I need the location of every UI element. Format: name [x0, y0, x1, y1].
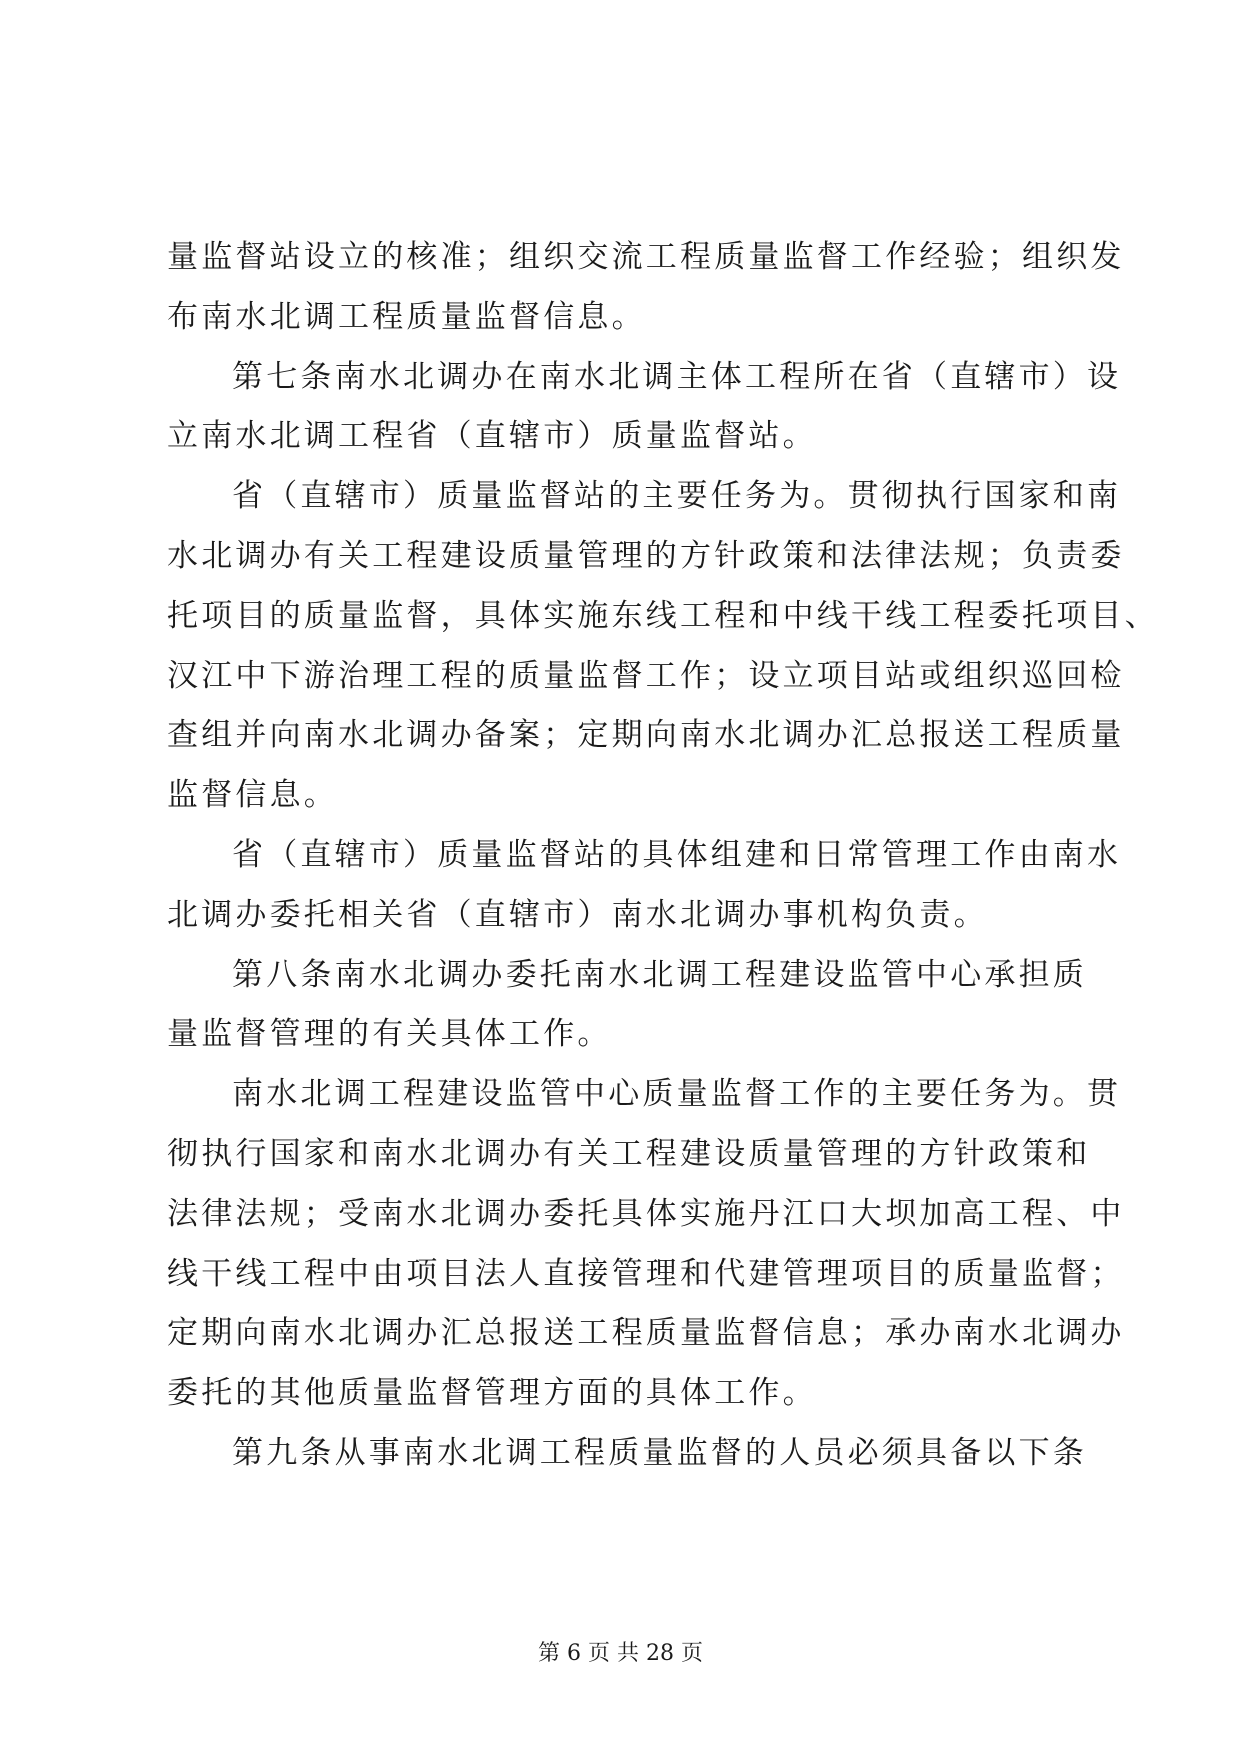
text-line: 查组并向南水北调办备案；定期向南水北调办汇总报送工程质量 [167, 717, 1125, 754]
text-line: 第七条南水北调办在南水北调主体工程所在省（直辖市）设 [232, 358, 1122, 395]
text-line: 省（直辖市）质量监督站的主要任务为。贯彻执行国家和南 [232, 478, 1122, 515]
text-line: 托项目的质量监督，具体实施东线工程和中线干线工程委托项目、 [167, 597, 1159, 634]
text-line: 量监督站设立的核准；组织交流工程质量监督工作经验；组织发 [167, 239, 1125, 275]
text-line: 第九条从事南水北调工程质量监督的人员必须具备以下条 [232, 1434, 1087, 1471]
text-line: 北调办委托相关省（直辖市）南水北调办事机构负责。 [167, 896, 988, 933]
text-line: 布南水北调工程质量监督信息。 [167, 298, 646, 335]
text-line: 委托的其他质量监督管理方面的具体工作。 [167, 1375, 817, 1412]
body-text [167, 228, 1159, 1484]
text-line: 监督信息。 [167, 777, 338, 814]
text-line: 南水北调工程建设监管中心质量监督工作的主要任务为。贯 [232, 1076, 1122, 1113]
page-footer: 第 6 页 共 28 页 [538, 1641, 703, 1666]
text-line: 汉江中下游治理工程的质量监督工作；设立项目站或组织巡回检 [167, 657, 1125, 694]
text-line: 法律法规；受南水北调办委托具体实施丹江口大坝加高工程、中 [167, 1195, 1125, 1232]
text-line: 定期向南水北调办汇总报送工程质量监督信息；承办南水北调办 [167, 1315, 1125, 1352]
text-line: 省（直辖市）质量监督站的具体组建和日常管理工作由南水 [232, 836, 1122, 873]
text-line: 第八条南水北调办委托南水北调工程建设监管中心承担质 [232, 956, 1087, 993]
text-line: 线干线工程中由项目法人直接管理和代建管理项目的质量监督； [167, 1255, 1125, 1292]
text-line: 量监督管理的有关具体工作。 [167, 1016, 612, 1053]
text-line: 立南水北调工程省（直辖市）质量监督站。 [167, 418, 817, 455]
text-line: 彻执行国家和南水北调办有关工程建设质量管理的方针政策和 [167, 1135, 1091, 1172]
text-line: 水北调办有关工程建设质量管理的方针政策和法律法规；负责委 [167, 537, 1125, 574]
